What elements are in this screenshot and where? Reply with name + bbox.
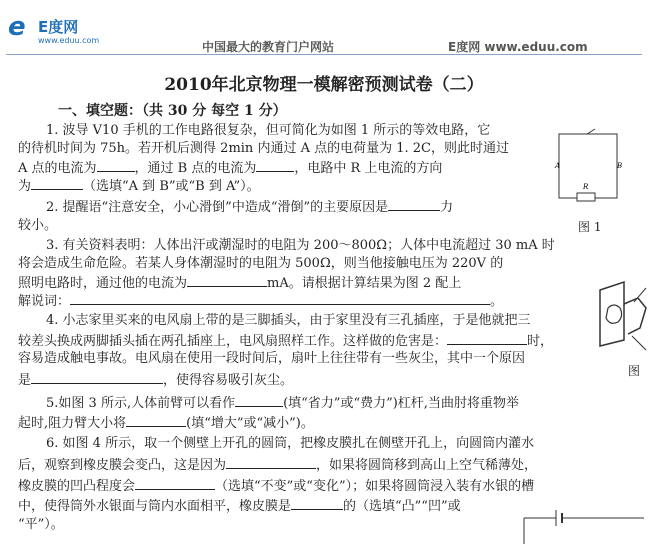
q6-blank-1[interactable] bbox=[226, 455, 316, 469]
q6-line4 bbox=[18, 496, 461, 516]
q1-line3 bbox=[18, 158, 442, 178]
q3-blank-1[interactable] bbox=[187, 273, 267, 287]
q5-text-b: (填“省力”或“费力”)杠杆,当曲肘将重物举 bbox=[283, 396, 519, 411]
q4-blank-2[interactable] bbox=[31, 370, 163, 384]
q1-text-a: A 点的电流为 bbox=[18, 161, 97, 176]
q3-line4 bbox=[18, 291, 503, 311]
q6-blank-3[interactable] bbox=[291, 496, 343, 510]
q5-blank-2[interactable] bbox=[126, 413, 186, 427]
q1-text-e: （选填“A 到 B”或“B 到 A”）。 bbox=[83, 179, 260, 194]
q3-text-b: mA。请根据计算结果为图 2 配上 bbox=[267, 276, 462, 291]
document-title: 2010年北京物理一模解密预测试卷（二） bbox=[164, 75, 484, 95]
q1-text-c: ，电路中 R 上电流的方向 bbox=[294, 161, 443, 176]
page-header bbox=[0, 0, 648, 56]
fig1-label-b: B bbox=[617, 162, 623, 170]
q6-line3 bbox=[18, 476, 534, 496]
q1-text-b: ，通过 B 点的电流为 bbox=[134, 161, 257, 176]
q5-blank-1[interactable] bbox=[235, 393, 283, 407]
q2-line1 bbox=[46, 197, 453, 217]
q1-text-d: 为 bbox=[18, 179, 32, 194]
q4-text-c: 是 bbox=[18, 373, 32, 388]
figure-2-hand-socket bbox=[594, 280, 648, 356]
q4-line3: 容易造成触电事故。电风扇在使用一段时间后，扇叶上往往带有一些灰尘，其中一个原因 bbox=[18, 351, 526, 366]
q6-line5: “平”）。 bbox=[18, 517, 64, 532]
switch-icon bbox=[587, 129, 595, 134]
q5-text-d: (填“增大”或“减小”)。 bbox=[186, 416, 314, 431]
q4-line2 bbox=[18, 331, 553, 351]
header-divider bbox=[6, 54, 642, 55]
q3-line2: 将会造成生命危险。若某人身体潮湿时的电阻为 500Ω，则当他接触电压为 220V 的 bbox=[18, 256, 504, 271]
q1-line4 bbox=[18, 176, 260, 196]
fig1-label-a: A bbox=[555, 162, 561, 170]
logo-text: E度网 bbox=[38, 18, 79, 36]
q1-line2: 的待机时间为 75h。若开机后测得 2min 内通过 A 点的电荷量为 1. 2C，则此时通过 bbox=[18, 141, 509, 156]
q5-text-c: 起时,阻力臂大小将 bbox=[18, 416, 127, 431]
q4-text-b: 时， bbox=[527, 334, 554, 349]
q3-text-c: 解说词： bbox=[18, 294, 71, 309]
q1-blank-3[interactable] bbox=[31, 176, 83, 190]
q6-blank-2[interactable] bbox=[135, 476, 215, 490]
q3-line3 bbox=[18, 273, 461, 293]
header-slogan: 中国最大的教育门户网站 bbox=[202, 40, 335, 54]
q4-line1: 4. 小志家里买来的电风扇上带的是三脚插头，由于家里没有三孔插座，于是他就把三 bbox=[46, 313, 531, 328]
q3-text-a: 照明电路时，通过他的电流为 bbox=[18, 276, 188, 291]
figure-1-caption: 图 1 bbox=[578, 220, 602, 234]
q6-text-b: ，如果将圆筒移到高山上空气稀薄处， bbox=[316, 458, 538, 473]
q1-blank-2[interactable] bbox=[256, 158, 294, 172]
q5-text-a: 5.如图 3 所示,人体前臂可以看作 bbox=[46, 396, 236, 411]
q4-text-d: ，使得容易吸引灰尘。 bbox=[163, 373, 294, 388]
q2-blank-1[interactable] bbox=[388, 197, 440, 211]
hand-icon bbox=[624, 298, 646, 334]
q4-blank-1[interactable] bbox=[447, 331, 527, 345]
q6-text-a: 后，观察到橡皮膜会变凸，这是因为 bbox=[18, 458, 227, 473]
q5-line2 bbox=[18, 413, 314, 433]
q3-line1: 3. 有关资料表明：人体出汗或潮湿时的电阻为 200～800Ω；人体中电流超过 30 mA 时 bbox=[46, 238, 555, 253]
figure-1-circuit bbox=[553, 126, 623, 208]
q3-text-d: 。 bbox=[490, 294, 504, 309]
q6-line1: 6. 如图 4 所示，取一个侧壁上开孔的圆筒，把橡皮膜扎在侧壁开孔上，向圆筒内灌水 bbox=[46, 436, 535, 451]
figure-2-caption: 图 bbox=[628, 364, 641, 378]
resistor-icon bbox=[577, 193, 595, 201]
q2-text-a: 2. 提醒语“注意安全，小心滑倒”中造成“滑倒”的主要原因是 bbox=[46, 200, 389, 215]
q2-text-b: 力 bbox=[440, 200, 454, 215]
q6-text-d: （选填“不变”或“变化”）；如果将圆筒浸入装有水银的槽 bbox=[215, 479, 535, 494]
figure-4-circuit-partial bbox=[520, 504, 648, 544]
q1-blank-1[interactable] bbox=[97, 158, 135, 172]
q4-line4 bbox=[18, 370, 293, 390]
q6-text-e: 中，使得筒外水银面与筒内水面相平，橡皮膜是 bbox=[18, 499, 292, 514]
q6-line2 bbox=[18, 455, 537, 475]
section-heading: 一、填空题：（共 30 分 每空 1 分） bbox=[58, 103, 287, 119]
q2-line2: 较小。 bbox=[18, 218, 58, 233]
q3-blank-2[interactable] bbox=[70, 291, 490, 305]
logo-e-icon: e bbox=[8, 12, 26, 42]
q1-line1: 1. 波导 V10 手机的工作电路很复杂，但可简化为如图 1 所示的等效电路，它 bbox=[46, 123, 491, 138]
logo-url: www.eduu.com bbox=[38, 36, 100, 45]
q6-text-f: 的（选填“凸”“凹”或 bbox=[343, 499, 461, 514]
q6-text-c: 橡皮膜的凹凸程度会 bbox=[18, 479, 136, 494]
eduu-logo[interactable] bbox=[8, 12, 108, 48]
fig1-label-r: R bbox=[583, 183, 589, 191]
q5-line1 bbox=[46, 393, 519, 413]
q4-text-a: 较差头换成两脚插头插在两孔插座上，电风扇照样工作。这样做的危害是： bbox=[18, 334, 448, 349]
header-site[interactable]: E度网 www.eduu.com bbox=[448, 40, 588, 54]
